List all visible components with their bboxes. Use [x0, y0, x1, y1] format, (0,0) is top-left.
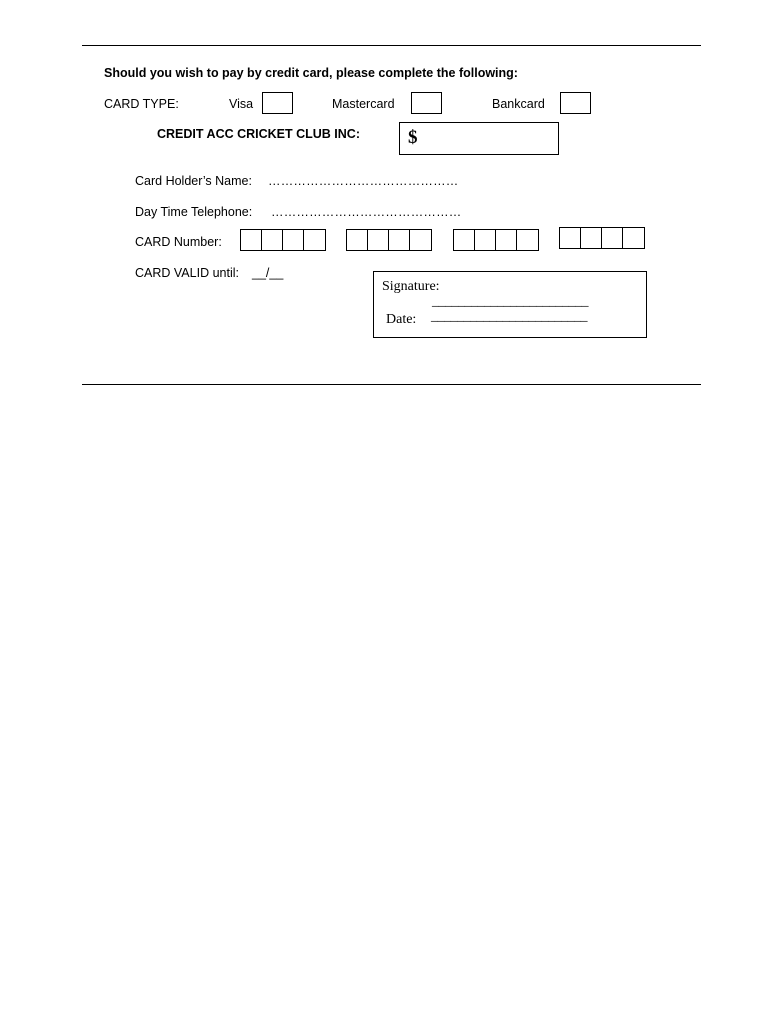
bankcard-checkbox[interactable] — [560, 92, 591, 114]
card-digit-box[interactable] — [410, 230, 431, 250]
card-type-label: CARD TYPE: — [104, 97, 179, 111]
signature-box — [373, 271, 647, 338]
credit-account-label: CREDIT ACC CRICKET CLUB INC: — [157, 127, 360, 141]
date-label: Date: — [386, 312, 417, 327]
card-number-label: CARD Number: — [135, 235, 222, 249]
mastercard-checkbox[interactable] — [411, 92, 442, 114]
card-holder-label: Card Holder’s Name: — [135, 174, 252, 188]
card-digit-box[interactable] — [454, 230, 475, 250]
visa-checkbox[interactable] — [262, 92, 293, 114]
telephone-field[interactable]: ……………………………………… — [271, 205, 462, 219]
card-digit-box[interactable] — [389, 230, 410, 250]
card-digit-box[interactable] — [560, 228, 581, 248]
top-divider — [82, 45, 701, 46]
card-digit-box[interactable] — [241, 230, 262, 250]
bottom-divider — [82, 384, 701, 385]
card-digit-box[interactable] — [496, 230, 517, 250]
signature-field[interactable]: ________________________ — [432, 294, 588, 309]
card-digit-box[interactable] — [517, 230, 538, 250]
currency-symbol: $ — [408, 127, 418, 148]
card-number-group-2 — [346, 229, 432, 251]
card-digit-box[interactable] — [581, 228, 602, 248]
signature-label: Signature: — [382, 279, 440, 294]
card-digit-box[interactable] — [262, 230, 283, 250]
card-valid-label: CARD VALID until: — [135, 266, 239, 280]
bankcard-label: Bankcard — [492, 97, 545, 111]
mastercard-label: Mastercard — [332, 97, 395, 111]
card-number-group-1 — [240, 229, 326, 251]
date-field[interactable]: ________________________ — [431, 309, 587, 324]
form-intro-text: Should you wish to pay by credit card, please complete the following: — [104, 66, 518, 80]
card-number-group-3 — [453, 229, 539, 251]
card-digit-box[interactable] — [623, 228, 644, 248]
card-digit-box[interactable] — [283, 230, 304, 250]
card-digit-box[interactable] — [304, 230, 325, 250]
card-digit-box[interactable] — [602, 228, 623, 248]
card-digit-box[interactable] — [347, 230, 368, 250]
telephone-label: Day Time Telephone: — [135, 205, 253, 219]
card-digit-box[interactable] — [368, 230, 389, 250]
visa-label: Visa — [229, 97, 254, 111]
card-number-group-4 — [559, 227, 645, 249]
card-holder-name-field[interactable]: ……………………………………… — [268, 174, 459, 188]
amount-field[interactable] — [399, 122, 559, 155]
card-valid-field[interactable]: __/__ — [252, 266, 284, 280]
card-digit-box[interactable] — [475, 230, 496, 250]
